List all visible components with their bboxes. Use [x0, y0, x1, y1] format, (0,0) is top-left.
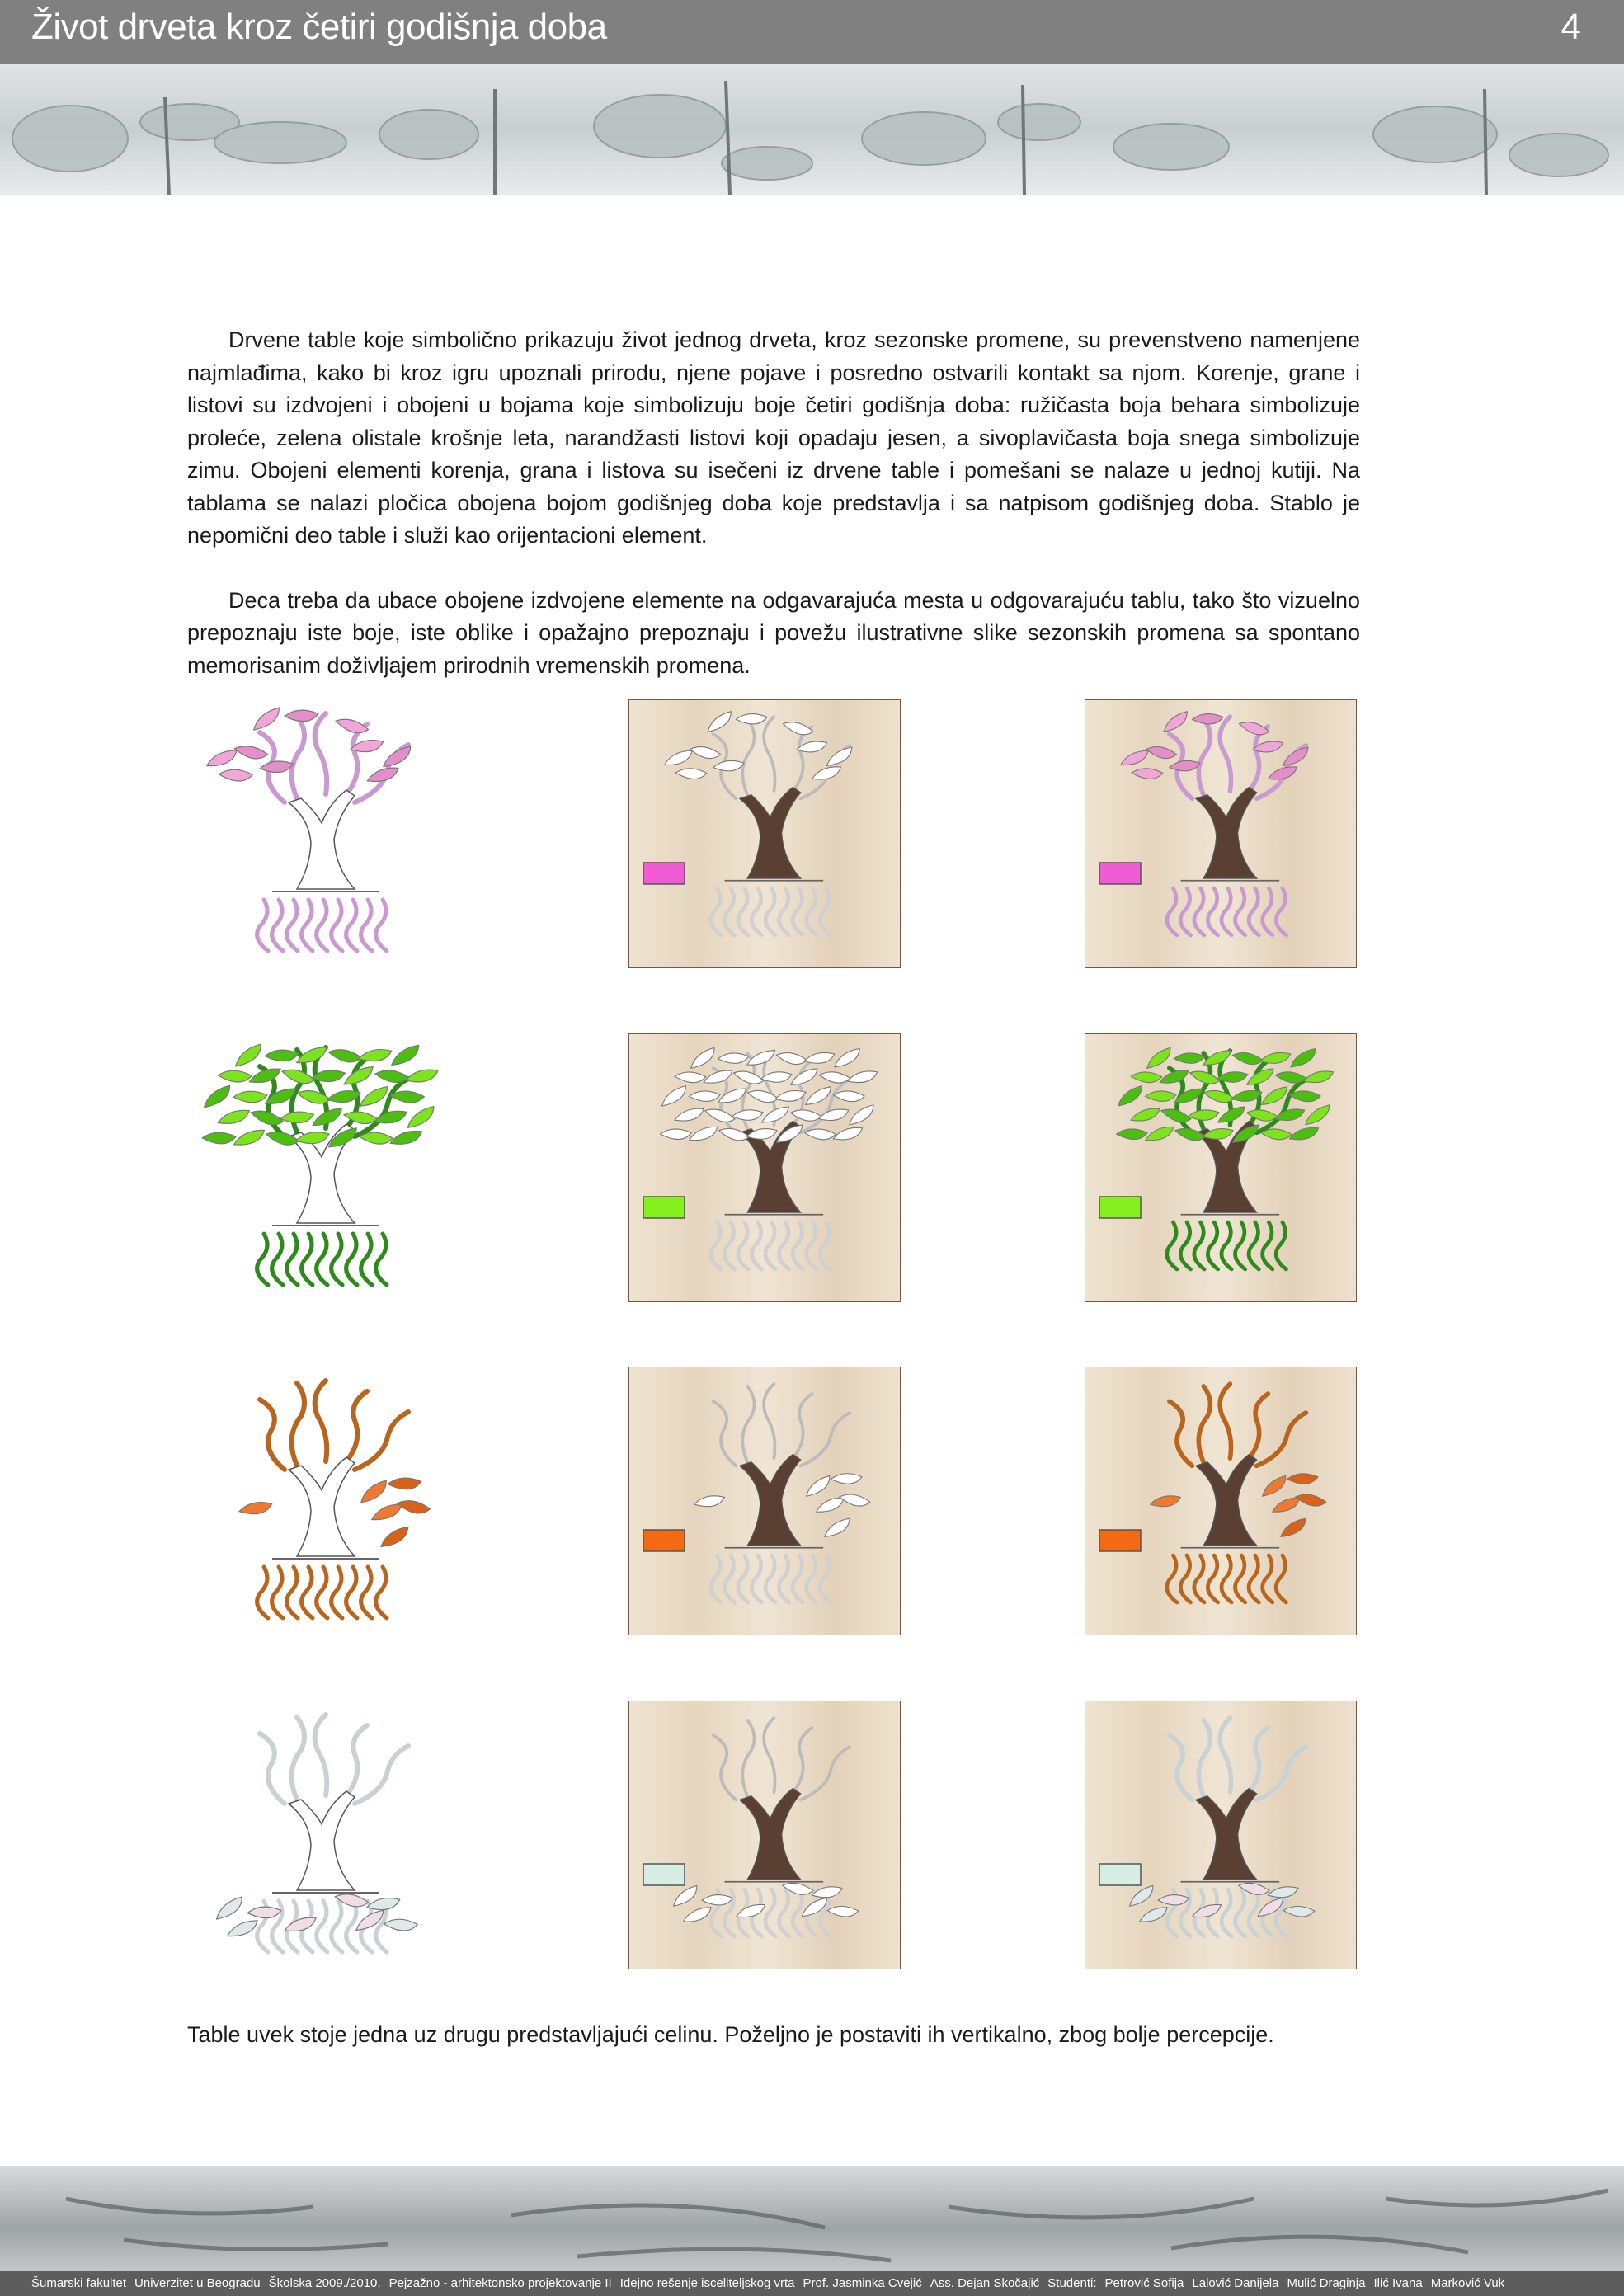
leaf-shape — [378, 1525, 412, 1549]
leaf-shape — [658, 1084, 690, 1108]
leaf-shape — [821, 1517, 854, 1539]
season-color-tile — [1099, 1530, 1141, 1551]
leaf-shape — [233, 1089, 268, 1104]
root-shape — [361, 900, 372, 951]
leaf-shape — [736, 712, 767, 726]
filled-board-summer — [1085, 1033, 1358, 1304]
branch-shape — [346, 1725, 367, 1795]
root-shape — [751, 1555, 761, 1602]
leaf-shape — [233, 741, 268, 763]
root-shape — [724, 1555, 734, 1602]
leaf-shape — [1137, 1906, 1170, 1924]
root-shape — [1276, 1555, 1286, 1602]
season-color-tile — [643, 1197, 685, 1218]
leaf-shape — [839, 1489, 871, 1510]
root-shape — [1249, 888, 1259, 935]
root-shape — [765, 1555, 775, 1602]
root-shape — [751, 1222, 761, 1269]
leaf-shape — [675, 765, 708, 782]
root-shape — [1194, 888, 1204, 935]
branch-shape — [1220, 1384, 1231, 1458]
root-shape — [1167, 1555, 1177, 1602]
root-shape — [793, 1555, 803, 1602]
root-shape — [765, 1222, 775, 1269]
root-shape — [317, 1901, 327, 1952]
branch-shape — [742, 1386, 754, 1462]
season-color-tile — [643, 863, 685, 884]
root-shape — [1263, 1555, 1273, 1602]
root-shape — [1180, 1555, 1190, 1602]
footer-credit-item: Studenti: — [1047, 2276, 1097, 2290]
root-shape — [1249, 1555, 1259, 1602]
branch-shape — [793, 727, 812, 791]
branch-shape — [742, 719, 754, 795]
leaf-shape — [831, 1047, 864, 1070]
leaf-shape — [1145, 742, 1177, 763]
leaf-shape — [374, 1110, 407, 1124]
leaf-shape — [200, 1084, 235, 1109]
branch-shape — [1220, 1718, 1231, 1792]
root-shape — [820, 1222, 830, 1269]
branch-shape — [764, 717, 774, 791]
branch-shape — [260, 1734, 285, 1804]
footer-credit-item: Lalović Danijela — [1192, 2276, 1279, 2290]
leaf-shape — [1280, 746, 1312, 768]
leaf-shape — [775, 1090, 806, 1101]
leaf-shape — [660, 1127, 691, 1141]
leaf-shape — [1295, 1489, 1327, 1510]
root-shape — [1180, 1222, 1190, 1269]
tree-trunk — [740, 788, 801, 878]
leaf-shape — [357, 1479, 392, 1505]
leaf-shape — [218, 1067, 252, 1085]
root-shape — [1236, 1555, 1245, 1602]
branch-shape — [801, 1747, 850, 1800]
footer-credit-item: Školska 2009./2010. — [268, 2276, 381, 2290]
tree-trunk — [289, 1791, 355, 1890]
branch-shape — [713, 1735, 737, 1800]
branch-shape — [764, 1384, 774, 1458]
leaf-shape — [247, 1067, 282, 1084]
branch-shape — [292, 716, 304, 798]
root-shape — [807, 1555, 817, 1602]
leaf-shape — [396, 1495, 431, 1517]
root-shape — [1194, 1222, 1204, 1269]
root-shape — [317, 1567, 327, 1618]
tree-trunk — [740, 1455, 801, 1546]
root-shape — [317, 1234, 327, 1285]
empty-board-autumn — [628, 1367, 902, 1637]
season-pieces-spring — [186, 699, 459, 970]
root-shape — [738, 888, 748, 935]
root-shape — [711, 1555, 721, 1602]
leaf-shape — [1189, 1108, 1220, 1121]
season-pieces-summer — [186, 1033, 459, 1304]
branch-shape — [801, 1413, 850, 1466]
leaf-shape — [1126, 1884, 1157, 1908]
tree-trunk — [1196, 788, 1257, 878]
leaf-shape — [832, 1127, 864, 1141]
root-shape — [272, 1567, 283, 1618]
leaf-shape — [818, 1108, 850, 1122]
footer-credit-item: Idejno rešenje isceliteljskog vrta — [619, 2276, 795, 2290]
leaf-shape — [689, 742, 721, 763]
tree-trunk — [740, 1789, 801, 1880]
leaf-shape — [225, 1919, 260, 1939]
leaf-shape — [250, 706, 285, 732]
root-shape — [346, 1234, 357, 1285]
root-shape — [779, 1889, 789, 1936]
root-shape — [765, 888, 775, 935]
branch-shape — [1257, 1413, 1306, 1466]
leaf-shape — [1158, 1069, 1190, 1084]
empty-board-summer — [628, 1033, 902, 1304]
filled-board-autumn — [1085, 1367, 1358, 1637]
leaf-shape — [380, 745, 415, 769]
branch-shape — [292, 1717, 304, 1800]
page-number: 4 — [1560, 7, 1581, 47]
leaf-shape — [782, 717, 814, 740]
leaf-shape — [735, 1903, 767, 1919]
leaf-shape — [1158, 1893, 1189, 1907]
tree-trunk — [289, 790, 355, 889]
root-shape — [1207, 1555, 1217, 1602]
root-shape — [346, 1567, 357, 1618]
leaf-shape — [1116, 1127, 1147, 1141]
leaf-shape — [1268, 1886, 1298, 1898]
root-shape — [287, 1567, 298, 1618]
leaf-shape — [718, 1051, 749, 1065]
leaf-shape — [831, 1471, 862, 1485]
leaf-shape — [283, 1916, 318, 1933]
branch-shape — [1198, 1386, 1210, 1462]
root-shape — [376, 1234, 387, 1285]
footer-credit-item: Marković Vuk — [1430, 2276, 1505, 2290]
leaf-shape — [824, 746, 856, 768]
season-color-tile — [1099, 1197, 1141, 1218]
root-shape — [1236, 888, 1245, 935]
footer-credit-item: Šumarski fakultet — [31, 2276, 127, 2290]
leaf-shape — [365, 766, 400, 783]
branch-shape — [346, 1391, 367, 1461]
leaf-shape — [280, 1110, 314, 1124]
leaf-shape — [265, 1047, 299, 1063]
root-shape — [1180, 888, 1190, 935]
leaf-shape — [1302, 1103, 1333, 1127]
paragraph-2: Deca treba da ubace obojene izdvojene elemente na odgavarajuća mesta u odgovarajuću tablu, tako što vizuelno prepoznaju iste boje, iste oblike i opažajno prepoznaju i povežu ilustrativne slike sezonskih promena sa spontano memorisanim doživljajem prirodnih vremenskih promena. — [187, 587, 1360, 678]
leaf-shape — [811, 765, 843, 781]
empty-board-spring — [628, 699, 902, 970]
leaf-shape — [827, 1903, 859, 1919]
root-shape — [820, 1555, 830, 1602]
root-shape — [779, 888, 789, 935]
root-shape — [302, 900, 313, 951]
leaf-shape — [217, 1108, 252, 1126]
root-shape — [346, 1901, 357, 1952]
leaf-shape — [1144, 1125, 1176, 1142]
leaf-shape — [260, 760, 294, 774]
root-shape — [376, 1567, 387, 1618]
branch-shape — [260, 1400, 285, 1470]
root-shape — [361, 1567, 372, 1618]
leaf-shape — [694, 1495, 724, 1507]
leaf-shape — [1283, 1903, 1316, 1919]
branch-shape — [742, 1720, 754, 1796]
leaf-shape — [847, 1070, 878, 1084]
leaf-shape — [732, 1108, 764, 1121]
root-shape — [1207, 888, 1217, 935]
root-shape — [287, 900, 298, 951]
root-shape — [332, 900, 342, 951]
root-shape — [272, 900, 283, 951]
footer-credits — [0, 2271, 1624, 2296]
root-shape — [779, 1555, 789, 1602]
root-shape — [1222, 1555, 1231, 1602]
leaf-shape — [1287, 1471, 1318, 1485]
leaf-shape — [1145, 1089, 1176, 1103]
leaf-shape — [689, 1089, 720, 1103]
root-shape — [711, 888, 721, 935]
leaf-shape — [1267, 765, 1299, 781]
root-shape — [779, 1222, 789, 1269]
season-color-tile — [643, 1864, 685, 1885]
branch-shape — [1170, 1735, 1193, 1800]
branch-shape — [1249, 727, 1268, 791]
footer-credit-item: Ilić Ivana — [1373, 2276, 1423, 2290]
leaf-shape — [1170, 760, 1200, 772]
leaf-shape — [202, 1130, 237, 1146]
leaf-shape — [702, 1893, 733, 1907]
root-shape — [302, 1567, 313, 1618]
leaf-shape — [1114, 1084, 1146, 1108]
leaf-shape — [670, 1884, 701, 1908]
branch-shape — [1198, 719, 1210, 795]
footer-banner-image — [0, 2166, 1624, 2271]
root-shape — [272, 1234, 283, 1285]
root-shape — [724, 1222, 734, 1269]
root-shape — [1263, 888, 1273, 935]
root-shape — [1276, 888, 1286, 935]
empty-board-winter — [628, 1701, 902, 1971]
leaf-shape — [384, 1916, 418, 1934]
leaf-shape — [1288, 1127, 1320, 1141]
leaf-shape — [1191, 1903, 1223, 1919]
root-shape — [738, 1555, 748, 1602]
root-shape — [807, 1222, 817, 1269]
leaf-shape — [713, 760, 744, 772]
root-shape — [1222, 1222, 1231, 1269]
root-shape — [332, 1234, 342, 1285]
root-shape — [1194, 1555, 1204, 1602]
leaf-shape — [675, 1069, 707, 1085]
branch-shape — [793, 1728, 812, 1792]
footer-credit-item: Univerzitet u Beogradu — [134, 2276, 261, 2290]
root-shape — [376, 900, 387, 951]
leaf-shape — [239, 1502, 272, 1514]
leaf-shape — [662, 749, 694, 767]
root-shape — [1263, 1222, 1273, 1269]
leaf-shape — [1174, 1051, 1205, 1065]
tree-trunk — [1196, 1455, 1257, 1546]
leaf-shape — [845, 1103, 877, 1127]
root-shape — [287, 1234, 298, 1285]
root-shape — [1207, 1222, 1217, 1269]
tree-trunk — [1196, 1789, 1257, 1880]
season-color-tile — [1099, 863, 1141, 884]
root-shape — [1236, 1222, 1245, 1269]
intro-paragraphs — [187, 324, 1360, 682]
branch-shape — [315, 1381, 327, 1461]
filled-board-spring — [1085, 699, 1358, 970]
branch-shape — [346, 724, 367, 794]
leaf-shape — [1131, 1069, 1163, 1085]
leaf-shape — [388, 1043, 423, 1067]
leaf-shape — [1132, 765, 1164, 782]
filled-board-winter — [1085, 1701, 1358, 1971]
leaf-shape — [1231, 1048, 1264, 1069]
root-shape — [724, 888, 734, 935]
leaf-shape — [1150, 1495, 1180, 1507]
root-shape — [1222, 888, 1231, 935]
root-shape — [1167, 1222, 1177, 1269]
leaf-shape — [205, 749, 239, 769]
footer-credit-item: Prof. Jasminka Cvejić — [803, 2276, 922, 2290]
root-shape — [793, 888, 803, 935]
branch-shape — [315, 1715, 327, 1795]
season-color-tile — [1099, 1864, 1141, 1885]
leaf-shape — [1287, 1047, 1320, 1070]
season-color-tile — [643, 1530, 685, 1551]
leaf-shape — [232, 1128, 266, 1147]
branch-shape — [315, 713, 327, 794]
root-shape — [1249, 1889, 1259, 1936]
root-shape — [738, 1222, 748, 1269]
leaf-shape — [213, 1895, 247, 1922]
root-shape — [361, 1234, 372, 1285]
page-title: Život drveta kroz četiri godišnja doba — [31, 7, 607, 47]
leaf-shape — [702, 1069, 734, 1084]
leaf-shape — [247, 1904, 281, 1920]
root-shape — [793, 1889, 803, 1936]
root-shape — [1249, 1222, 1259, 1269]
leaf-shape — [1260, 1052, 1291, 1064]
leaf-shape — [388, 1475, 421, 1491]
leaf-shape — [788, 1067, 821, 1088]
footer-credit-item: Petrović Sofija — [1104, 2276, 1184, 2290]
root-shape — [257, 900, 268, 951]
root-shape — [332, 1901, 342, 1952]
branch-shape — [713, 1401, 737, 1466]
leaf-shape — [819, 1068, 851, 1087]
leaf-shape — [1274, 1108, 1306, 1122]
leaf-shape — [359, 1049, 392, 1061]
paragraph-1: Drvene table koje simbolično prikazuju život jednog drveta, kroz sezonske promene, su prevenstveno namenjene najmlađima, kako bi kroz igru upoznali prirodu, njene pojave i posredno ostvarili kontakt sa njom. Korenje, grane i listovi su izdvojeni i obojeni u bojama koje simbolizuju boje četiri godišnja doba: ružičasta boja behara simbolizuje proleće, zelena olistale krošnje leta, narandžasti listovi koji opadaju jesen, a sivoplavičasta boja snega simbolizuje zimu. Obojeni elementi korenja, grana i listova su isečeni iz drvene table i pomešani se nalaze u jednoj kutiji. Na tablama se nalazi pločica obojena bojom godišnjeg doba koje predstavlja i sa natpisom godišnjeg doba. Stablo je nepomični deo table i služi kao orijentacioni element. — [187, 327, 1360, 548]
branch-shape — [1220, 717, 1231, 791]
root-shape — [807, 888, 817, 935]
leaf-shape — [389, 1130, 424, 1146]
root-shape — [765, 1889, 775, 1936]
leaf-shape — [334, 713, 369, 738]
root-shape — [711, 1222, 721, 1269]
leaf-shape — [1192, 712, 1223, 726]
branch-shape — [1249, 1728, 1268, 1792]
footer-credit-item: Pejzažno - arhitektonsko projektovanje II — [388, 2276, 612, 2290]
leaf-shape — [688, 1125, 720, 1142]
root-shape — [317, 900, 327, 951]
branch-shape — [764, 1718, 774, 1792]
tree-trunk — [289, 1457, 355, 1556]
branch-shape — [355, 1412, 408, 1470]
leaf-shape — [327, 1044, 362, 1066]
leaf-shape — [219, 766, 253, 784]
leaf-shape — [1160, 710, 1191, 734]
root-shape — [751, 888, 761, 935]
root-shape — [302, 1234, 313, 1285]
root-shape — [257, 1234, 268, 1285]
leaf-shape — [1278, 1517, 1310, 1539]
footer-credit-item: Mulić Draginja — [1287, 2276, 1366, 2290]
leaf-shape — [775, 1048, 807, 1069]
leaf-shape — [812, 1886, 842, 1898]
leaf-shape — [1118, 749, 1151, 767]
root-shape — [1236, 1889, 1245, 1936]
leaf-shape — [1303, 1070, 1335, 1084]
season-pieces-autumn — [186, 1367, 459, 1637]
leaf-shape — [405, 1069, 439, 1084]
branch-shape — [1198, 1720, 1210, 1796]
leaf-shape — [1130, 1108, 1161, 1123]
leaf-shape — [674, 1108, 705, 1123]
footer-credit-item: Ass. Dejan Skočajić — [930, 2276, 1040, 2290]
leaf-shape — [681, 1906, 713, 1924]
root-shape — [1167, 888, 1177, 935]
root-shape — [257, 1567, 268, 1618]
leaf-shape — [803, 1475, 834, 1499]
header-banner-image — [0, 64, 1624, 195]
branch-shape — [1257, 1747, 1306, 1800]
closing-text: Table uvek stoje jedna uz drugu predstavljajući celinu. Poželjno je postaviti ih vertikalno, zbog bolje percepcije. — [187, 2022, 1274, 2047]
leaf-shape — [1238, 717, 1270, 740]
branch-shape — [1249, 1394, 1268, 1458]
leaf-shape — [704, 710, 735, 734]
root-shape — [820, 888, 830, 935]
branch-shape — [292, 1383, 304, 1466]
page-header — [0, 0, 1624, 66]
root-shape — [346, 900, 357, 951]
branch-shape — [355, 1746, 408, 1804]
root-shape — [1222, 1889, 1231, 1936]
branch-shape — [793, 1394, 812, 1458]
root-shape — [332, 1567, 342, 1618]
root-shape — [793, 1222, 803, 1269]
leaf-shape — [404, 1105, 439, 1131]
leaf-shape — [1259, 1475, 1290, 1499]
season-pieces-winter — [186, 1701, 459, 1971]
leaf-shape — [367, 1898, 400, 1910]
root-shape — [1276, 1222, 1286, 1269]
leaf-shape — [804, 1052, 835, 1064]
branch-shape — [1170, 1401, 1193, 1466]
leaf-shape — [285, 708, 318, 723]
